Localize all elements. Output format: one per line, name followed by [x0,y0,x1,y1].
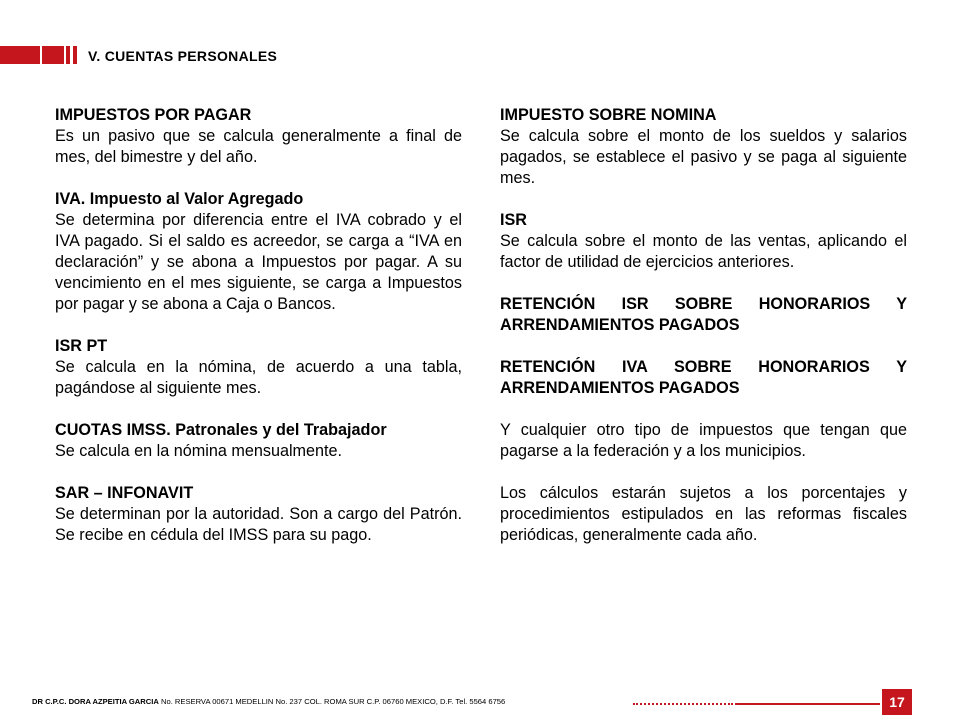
section-heading: RETENCIÓN IVA SOBRE HONORARIOS Y ARRENDAMIENTOS PAGADOS [500,358,907,397]
section-calculos [500,483,907,546]
section-body: Se determina por diferencia entre el IVA cobrado y el IVA pagado. Si el saldo es acreedor, se carga a “IVA en declaración” y se abona a Impuestos por pagar. A su vencimiento en el mes siguiente, se carga a Impuestos por pagar y se abona a Caja o Bancos. [55,211,462,313]
section-body: Se calcula en la nómina mensualmente. [55,442,343,460]
footer-text [32,697,505,706]
section-iva [55,189,462,315]
section-isr [500,210,907,273]
section-body: Es un pasivo que se calcula generalmente a final de mes, del bimestre y del año. [55,127,462,166]
section-sar-infonavit [55,483,462,546]
accent-bar [73,46,77,64]
section-heading: ISR PT [55,337,108,355]
section-title: V. CUENTAS PERSONALES [88,48,278,64]
section-heading: ISR [500,211,527,229]
section-retencion-iva [500,357,907,399]
section-heading: CUOTAS IMSS. Patronales y del Trabajador [55,421,387,439]
accent-bar [66,46,70,64]
section-otros-impuestos [500,420,907,462]
section-heading: IMPUESTO SOBRE NOMINA [500,106,717,124]
section-body: Se calcula sobre el monto de los sueldos y salarios pagados, se establece el pasivo y se paga al siguiente mes. [500,127,907,187]
footer-author: DR C.P.C. DORA AZPEITIA GARCIA [32,697,159,706]
footer-rule [735,703,880,705]
section-heading: SAR – INFONAVIT [55,484,194,502]
section-impuestos-por-pagar [55,105,462,168]
right-column [500,105,907,567]
page-number: 17 [882,689,912,715]
left-column [55,105,462,567]
section-body: Y cualquier otro tipo de impuestos que tengan que pagarse a la federación y a los municipios. [500,421,907,460]
footer-dotted-line [633,703,733,705]
accent-bar [0,46,40,64]
section-heading: RETENCIÓN ISR SOBRE HONORARIOS Y ARRENDAMIENTOS PAGADOS [500,295,907,334]
section-heading: IMPUESTOS POR PAGAR [55,106,252,124]
section-body: Se calcula sobre el monto de las ventas, aplicando el factor de utilidad de ejercicios anteriores. [500,232,907,271]
section-body: Se determinan por la autoridad. Son a cargo del Patrón. Se recibe en cédula del IMSS para su pago. [55,505,462,544]
accent-bar [42,46,64,64]
section-body: Los cálculos estarán sujetos a los porcentajes y procedimientos estipulados en las reformas fiscales periódicas, generalmente cada año. [500,484,907,544]
footer-address: No. RESERVA 00671 MEDELLIN No. 237 COL. ROMA SUR C.P. 06760 MEXICO, D.F. Tel. 5564 6756 [160,697,506,706]
section-isr-pt [55,336,462,399]
section-body: Se calcula en la nómina, de acuerdo a una tabla, pagándose al siguiente mes. [55,358,462,397]
section-impuesto-sobre-nomina [500,105,907,189]
section-cuotas-imss [55,420,462,462]
section-heading: IVA. Impuesto al Valor Agregado [55,190,304,208]
section-retencion-isr [500,294,907,336]
